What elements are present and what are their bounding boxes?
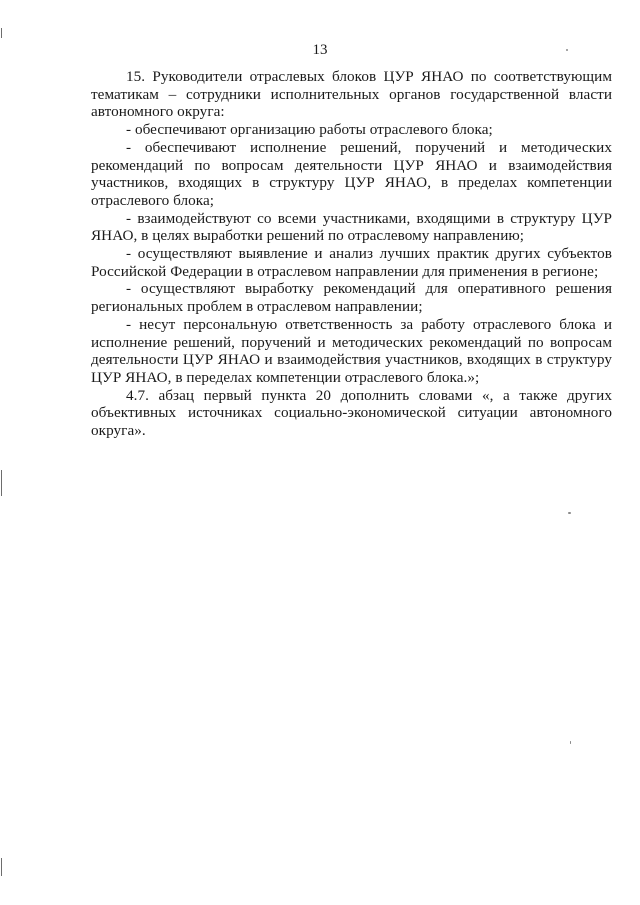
document-body (91, 68, 612, 440)
list-item: - несут персональную ответственность за работу отраслевого блока и исполнение решений, поручений и методических рекомендаций по вопросам деятельности ЦУР ЯНАО и взаимодействия участников, входящих в структуру ЦУР ЯНАО, в переделах компетенции отраслевого блока.»; (91, 315, 612, 386)
list-item: - взаимодействуют со всеми участниками, входящими в структуру ЦУР ЯНАО, в целях выработки решений по отраслевому направлению; (91, 209, 612, 245)
list-item: - осуществляют выявление и анализ лучших практик других субъектов Российской Федерации в отраслевом направлении для применения в регионе; (91, 245, 612, 280)
scan-speck (570, 741, 571, 744)
page-number: 13 (312, 42, 328, 58)
paragraph-item-15: 15. Руководители отраслевых блоков ЦУР ЯНАО по соответствующим тематикам – сотрудники исполнительных органов государственной власти автономного округа: (91, 68, 612, 121)
paragraph-item-4-7: 4.7. абзац первый пункта 20 дополнить словами «, а также других объективных источниках социально-экономической ситуации автономного округа». (91, 386, 612, 440)
list-item: - обеспечивают организацию работы отраслевого блока; (126, 121, 493, 139)
scan-edge-mark-top (1, 28, 2, 38)
scan-edge-mark-middle (1, 470, 2, 496)
scan-speck (568, 512, 571, 514)
list-item: - осуществляют выработку рекомендаций для оперативного решения региональных проблем в отраслевом направлении; (91, 280, 612, 316)
list-item: - обеспечивают исполнение решений, поручений и методических рекомендаций по вопросам деятельности ЦУР ЯНАО и взаимодействия участников, входящих в структуру ЦУР ЯНАО, в пределах компетенции отраслевого блока; (91, 138, 612, 209)
scan-edge-mark-bottom (1, 858, 2, 876)
